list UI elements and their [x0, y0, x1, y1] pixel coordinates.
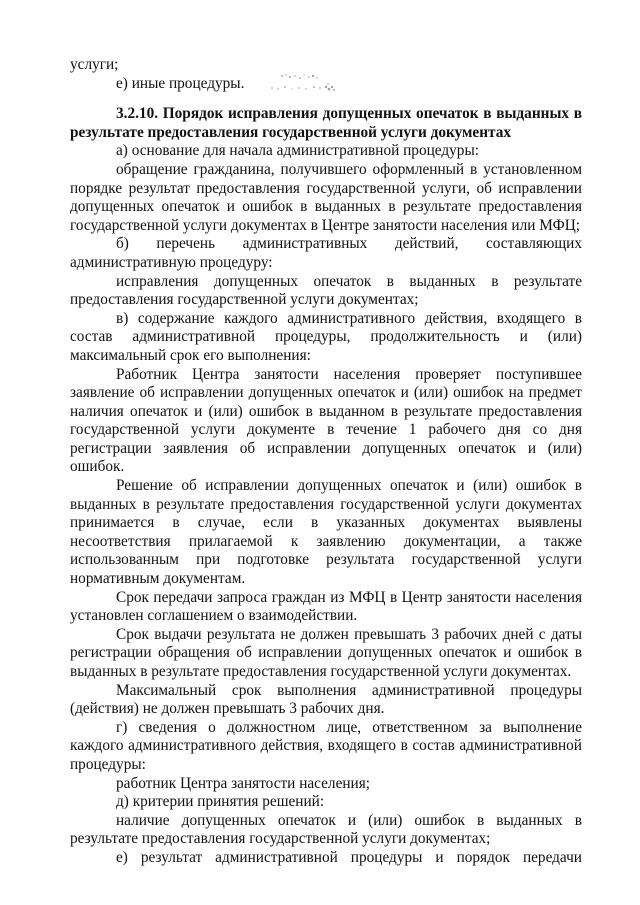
paragraph-criteria: наличие допущенных опечаток и (или) ошибок в выданных в результате предоставления государственной услуги документах;	[70, 811, 582, 848]
paragraph-item-e-other: е) иные процедуры.	[116, 74, 245, 92]
section-heading-3-2-10: 3.2.10. Порядок исправления допущенных опечаток в выданных в результате предоставления государственной услуги документах	[70, 105, 582, 141]
paragraph-continuation: услуги;	[70, 56, 119, 73]
paragraph-item-a: а) основание для начала административной процедуры:	[116, 142, 479, 160]
paragraph-basis: обращение гражданина, получившего оформленный в установленном порядке результат предоставления государственной услуги, об исправлении допущенных опечаток и ошибок в выданных в результате предоставления государственной услуги документах в Центре занятости населения или МФЦ;	[70, 160, 582, 234]
paragraph-decision: Решение об исправлении допущенных опечаток и (или) ошибок в выданных в результате предоставления государственной услуги документах принимается в случае, если в указанных документах выявлены несоответствия прилагаемой к заявлению документации, а также использованным при подготовке результата государственной услуги нормативным документам.	[70, 477, 582, 588]
paragraph-item-d: д) критерии принятия решений:	[116, 793, 325, 811]
paragraph-item-b: б) перечень административных действий, составляющих административную процедуру:	[70, 235, 582, 271]
paragraph-item-e-result: е) результат административной процедуры и порядок передачи	[116, 848, 582, 866]
paragraph-actions: исправления допущенных опечаток в выданных в результате предоставления государственной услуги документах;	[70, 272, 582, 309]
paragraph-item-v: в) содержание каждого административного действия, входящего в состав административной процедуры, продолжительность и (или) максимальный срок его выполнения:	[70, 309, 582, 364]
paragraph-max-term: Максимальный срок выполнения административной процедуры (действия) не должен превышать 3 рабочих дня.	[70, 681, 582, 718]
paragraph-item-g: г) сведения о должностном лице, ответственном за выполнение каждого административного действия, входящего в состав административной процедуры:	[70, 718, 582, 773]
paragraph-check: Работник Центра занятости населения проверяет поступившее заявление об исправлении допущенных опечаток и (или) ошибок на предмет наличия опечаток и (или) ошибок в выданном в результате предоставления государственной услуги документе в течение 1 рабочего дня со дня регистрации заявления об исправлении допущенных опечаток и (или) ошибок.	[70, 365, 582, 476]
document-body	[70, 56, 582, 868]
paragraph-responsible: работник Центра занятости населения;	[116, 774, 371, 792]
paragraph-issue-term: Срок выдачи результата не должен превышать 3 рабочих дней с даты регистрации обращения об исправлении допущенных опечаток и ошибок в выданных в результате предоставления государственной услуги документах.	[70, 625, 582, 680]
paragraph-transfer-term: Срок передачи запроса граждан из МФЦ в Центр занятости населения установлен соглашением о взаимодействии.	[70, 588, 582, 625]
